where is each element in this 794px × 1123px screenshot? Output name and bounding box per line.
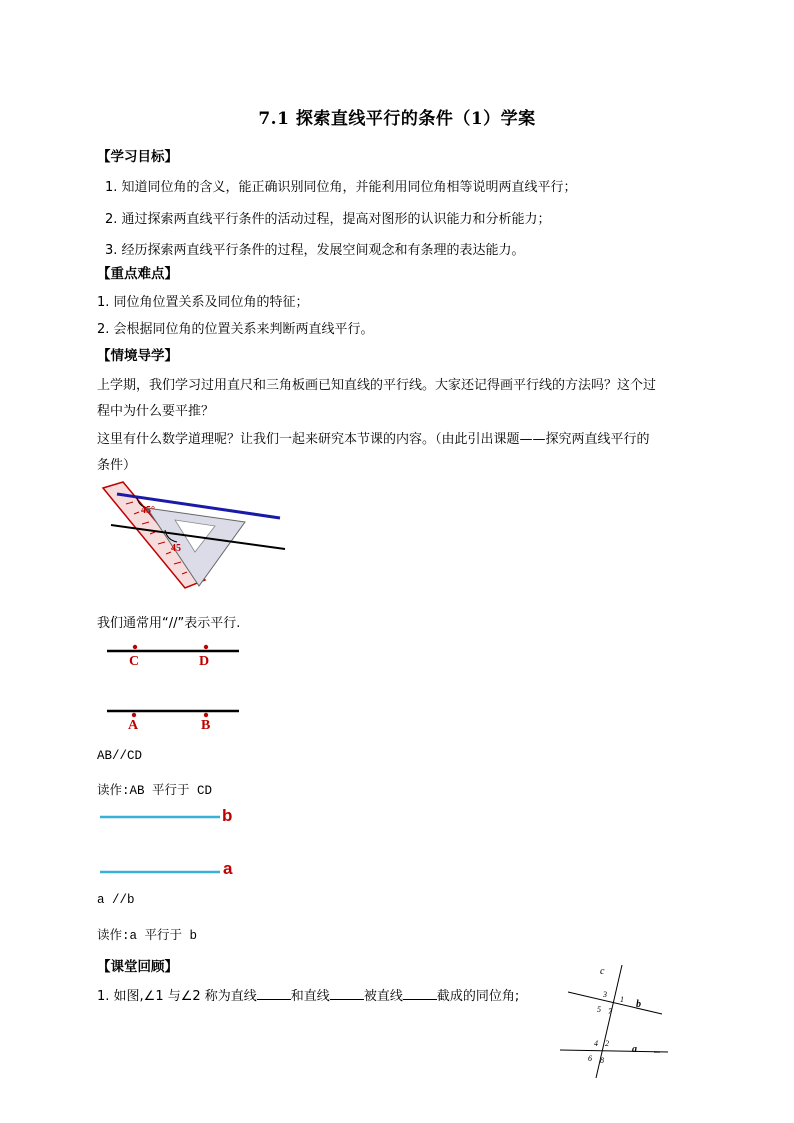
point-c-dot: [133, 645, 137, 649]
point-b-dot: [204, 713, 208, 717]
key-points-heading: 【重点难点】: [97, 266, 178, 282]
intro-line-2: 程中为什么要平推？: [97, 404, 215, 419]
point-a-label: A: [128, 718, 139, 733]
q1-part-1: 1. 如图,∠1 与∠2 称为直线: [97, 989, 257, 1004]
key-point-item-1: 1. 同位角位置关系及同位角的特征；: [97, 295, 309, 310]
review-question-1: [97, 985, 519, 1004]
intro-line-1: 上学期，我们学习过用直尺和三角板画已知直线的平行线。大家还记得画平行线的方法吗？这个过: [97, 378, 657, 393]
fig-label-c: c: [600, 966, 605, 977]
expression-a-b: a //b: [97, 893, 135, 907]
line-b-label: b: [222, 806, 233, 825]
fig-angle-5: 5: [597, 1005, 601, 1014]
intro-line-3: 这里有什么数学道理呢？让我们一起来研究本节课的内容。（由此引出课题——探究两直线平行的: [97, 432, 650, 447]
page-title: 7.1 探索直线平行的条件（1）学案: [258, 109, 536, 129]
line-a-figure: [560, 1050, 668, 1052]
segment-ab: [107, 704, 242, 718]
angle-label-bottom: 45: [171, 543, 181, 554]
q1-part-3: 被直线: [363, 989, 403, 1004]
objective-item-2: 2. 通过探索两直线平行条件的活动过程，提高对图形的认识能力和分析能力；: [105, 212, 551, 227]
key-point-item-2: 2. 会根据同位角的位置关系来判断两直线平行。: [97, 322, 374, 337]
angle-label-top: 45°: [141, 505, 155, 516]
expression-ab-cd: AB//CD: [97, 749, 143, 763]
line-a: [100, 870, 222, 874]
point-b-label: B: [201, 718, 211, 733]
q1-part-4: 截成的同位角;: [436, 989, 520, 1004]
fig-label-a: a: [632, 1044, 637, 1055]
segment-cd: [107, 645, 242, 659]
notation-intro: 我们通常用“//”表示平行.: [97, 616, 241, 631]
objective-item-3: 3. 经历探索两直线平行条件的过程，发展空间观念和有条理的表达能力。: [105, 243, 525, 258]
intro-heading: 【情境导学】: [97, 348, 178, 364]
reading-a-b: 读作:a 平行于 b: [97, 929, 198, 943]
point-d-label: D: [199, 654, 210, 669]
q1-part-2: 和直线: [290, 989, 330, 1004]
objective-item-1: 1. 知道同位角的含义，能正确识别同位角，并能利用同位角相等说明两直线平行；: [105, 180, 577, 195]
fig-angle-4: 4: [594, 1039, 598, 1048]
q1-blank-2[interactable]: [330, 987, 364, 1000]
transversal-figure: [560, 960, 680, 1080]
point-a-dot: [132, 713, 136, 717]
fig-angle-6: 6: [588, 1054, 592, 1063]
fig-angle-1: 1: [620, 995, 624, 1004]
q1-blank-1[interactable]: [257, 987, 291, 1000]
fig-angle-2: 2: [605, 1039, 609, 1048]
fig-angle-8: 8: [600, 1056, 604, 1065]
ruler-triangle-figure: [95, 480, 295, 600]
line-a-label: a: [223, 859, 233, 878]
fig-angle-3: 3: [603, 990, 607, 999]
q1-blank-3[interactable]: [403, 987, 437, 1000]
reading-ab-cd: 读作:AB 平行于 CD: [97, 784, 213, 798]
point-c-label: C: [129, 654, 140, 669]
objectives-heading: 【学习目标】: [97, 149, 178, 165]
review-heading: 【课堂回顾】: [97, 959, 178, 975]
intro-line-4: 条件）: [97, 458, 137, 473]
point-d-dot: [204, 645, 208, 649]
line-b: [100, 815, 222, 819]
fig-label-b: b: [636, 999, 641, 1010]
fig-angle-7: 7: [608, 1007, 612, 1016]
